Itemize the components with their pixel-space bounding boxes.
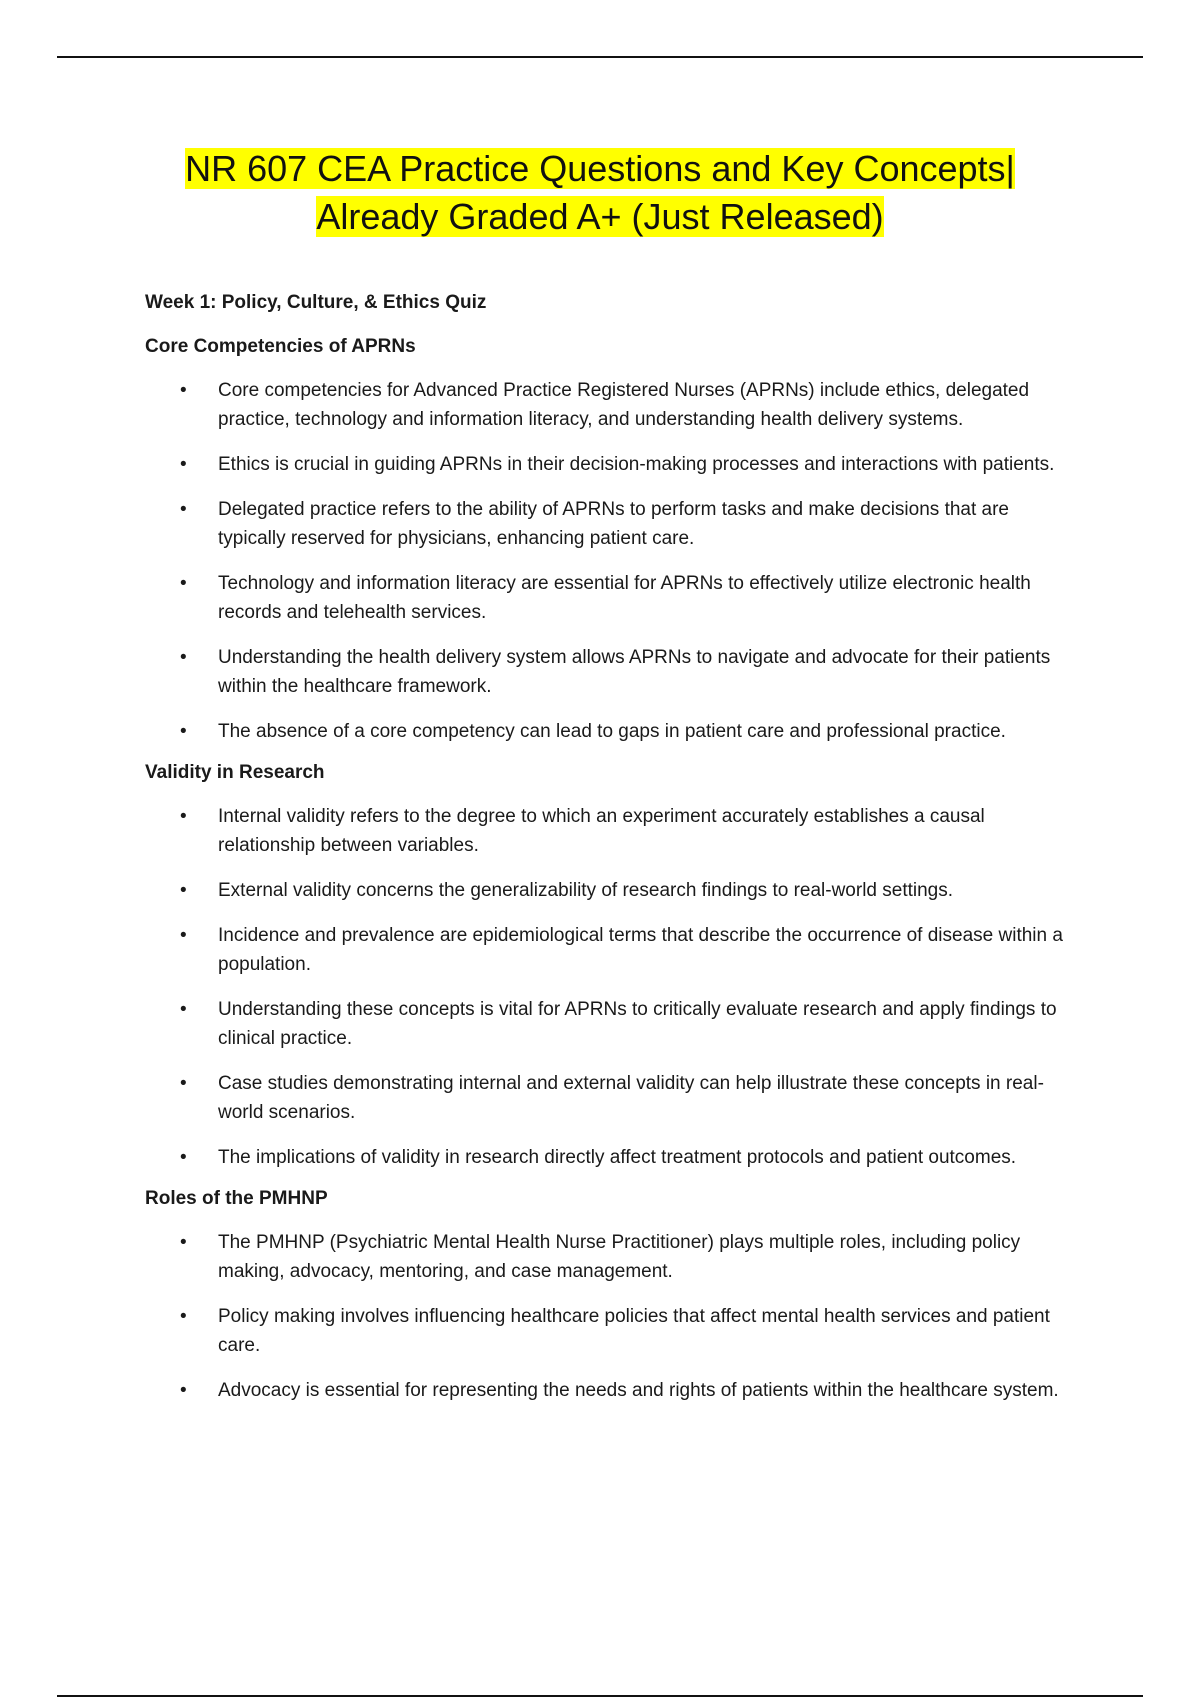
list-item: • Advocacy is essential for representing the needs and rights of patients within the healthcare system. bbox=[145, 1376, 1065, 1405]
bullet-icon: • bbox=[180, 380, 187, 401]
bullet-icon: • bbox=[180, 925, 187, 946]
bullet-icon: • bbox=[180, 1306, 187, 1327]
bullet-icon: • bbox=[180, 880, 187, 901]
title-line-1: NR 607 CEA Practice Questions and Key Concepts| bbox=[185, 148, 1015, 189]
list-item: • Incidence and prevalence are epidemiological terms that describe the occurrence of disease within a population. bbox=[145, 921, 1065, 979]
bullet-icon: • bbox=[180, 499, 187, 520]
bullet-list-validity bbox=[145, 802, 1065, 1172]
list-item: • The absence of a core competency can lead to gaps in patient care and professional practice. bbox=[145, 717, 1065, 746]
bullet-icon: • bbox=[180, 1232, 187, 1253]
bullet-icon: • bbox=[180, 1147, 187, 1168]
list-item: • The PMHNP (Psychiatric Mental Health Nurse Practitioner) plays multiple roles, including policy making, advocacy, mentoring, and case management. bbox=[145, 1228, 1065, 1286]
bullet-icon: • bbox=[180, 573, 187, 594]
top-rule bbox=[57, 56, 1143, 58]
list-item: • Understanding the health delivery system allows APRNs to navigate and advocate for their patients within the healthcare framework. bbox=[145, 643, 1065, 701]
bullet-icon: • bbox=[180, 1073, 187, 1094]
bullet-list-core-competencies bbox=[145, 376, 1065, 746]
bullet-icon: • bbox=[180, 721, 187, 742]
bullet-icon: • bbox=[180, 647, 187, 668]
section-heading-validity: Validity in Research bbox=[145, 762, 325, 783]
list-item: • Policy making involves influencing healthcare policies that affect mental health services and patient care. bbox=[145, 1302, 1065, 1360]
week-heading: Week 1: Policy, Culture, & Ethics Quiz bbox=[145, 292, 487, 313]
list-item: • Technology and information literacy are essential for APRNs to effectively utilize electronic health records and telehealth services. bbox=[145, 569, 1065, 627]
section-heading-core-competencies: Core Competencies of APRNs bbox=[145, 336, 416, 357]
list-item: • Internal validity refers to the degree to which an experiment accurately establishes a causal relationship between variables. bbox=[145, 802, 1065, 860]
bullet-icon: • bbox=[180, 1380, 187, 1401]
list-item: • Understanding these concepts is vital for APRNs to critically evaluate research and apply findings to clinical practice. bbox=[145, 995, 1065, 1053]
section-heading-pmhnp: Roles of the PMHNP bbox=[145, 1188, 328, 1209]
bullet-icon: • bbox=[180, 999, 187, 1020]
bullet-icon: • bbox=[180, 454, 187, 475]
bullet-icon: • bbox=[180, 806, 187, 827]
title-line-2: Already Graded A+ (Just Released) bbox=[316, 196, 884, 237]
list-item: • External validity concerns the generalizability of research findings to real-world settings. bbox=[145, 876, 1065, 905]
list-item: • Delegated practice refers to the ability of APRNs to perform tasks and make decisions that are typically reserved for physicians, enhancing patient care. bbox=[145, 495, 1065, 553]
list-item: • Ethics is crucial in guiding APRNs in their decision-making processes and interactions with patients. bbox=[145, 450, 1065, 479]
bottom-rule bbox=[57, 1695, 1143, 1697]
list-item: • Case studies demonstrating internal and external validity can help illustrate these concepts in real-world scenarios. bbox=[145, 1069, 1065, 1127]
document-title bbox=[0, 145, 1200, 241]
list-item: • Core competencies for Advanced Practice Registered Nurses (APRNs) include ethics, delegated practice, technology and information literacy, and understanding health delivery systems. bbox=[145, 376, 1065, 434]
document-body bbox=[145, 292, 1065, 1421]
bullet-list-pmhnp bbox=[145, 1228, 1065, 1405]
list-item: • The implications of validity in research directly affect treatment protocols and patient outcomes. bbox=[145, 1143, 1065, 1172]
